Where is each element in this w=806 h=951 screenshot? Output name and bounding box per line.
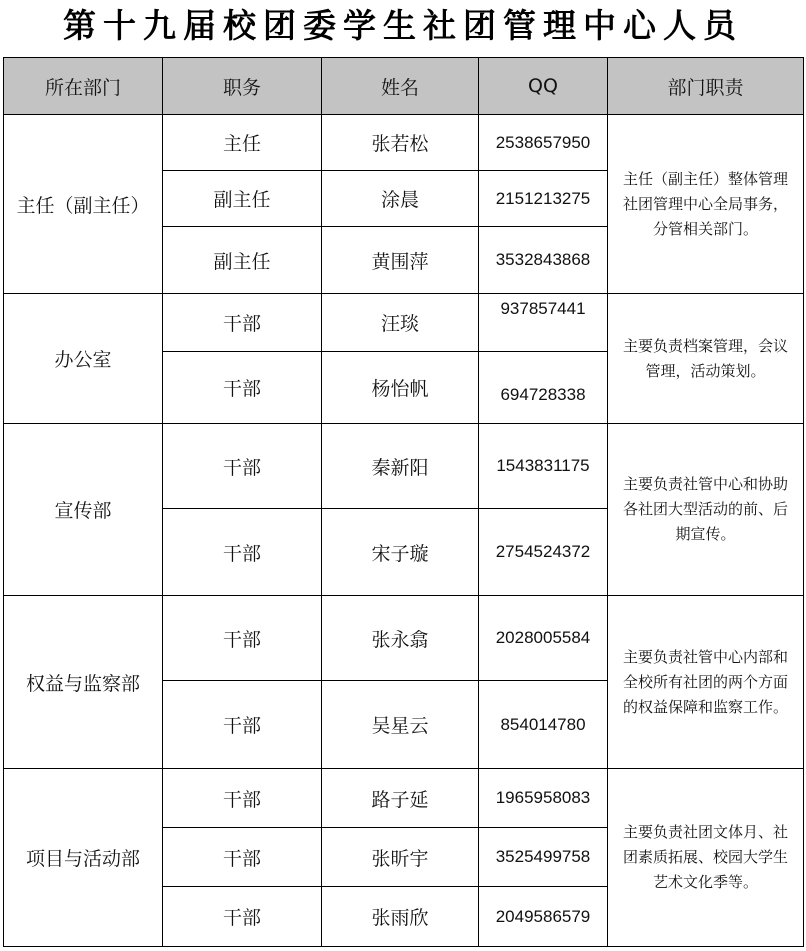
member-role: 副主任 (163, 227, 322, 294)
department-duty: 主要负责社管中心和协助各社团大型活动的前、后期宣传。 (608, 424, 804, 596)
department-name: 主任（副主任） (4, 115, 163, 294)
member-name: 路子延 (322, 769, 479, 828)
department-duty: 主要负责社管中心内部和全校所有社团的两个方面的权益保障和监察工作。 (608, 596, 804, 769)
table-row (4, 424, 804, 509)
member-role: 干部 (163, 887, 322, 947)
member-qq: 2151213275 (479, 171, 608, 227)
member-name: 张雨欣 (322, 887, 479, 947)
member-qq: 2028005584 (479, 596, 608, 681)
member-qq: 1543831175 (479, 424, 608, 509)
member-role: 干部 (163, 828, 322, 887)
header-position: 职务 (163, 58, 322, 115)
header-name: 姓名 (322, 58, 479, 115)
department-name: 办公室 (4, 294, 163, 424)
department-name: 权益与监察部 (4, 596, 163, 769)
member-role: 干部 (163, 424, 322, 509)
member-qq: 3532843868 (479, 227, 608, 294)
member-name: 张永翕 (322, 596, 479, 681)
department-duty: 主要负责档案管理，会议管理，活动策划。 (608, 294, 804, 424)
table-row (4, 294, 804, 352)
member-qq: 854014780 (479, 681, 608, 769)
member-role: 干部 (163, 769, 322, 828)
table-row (4, 596, 804, 681)
member-role: 干部 (163, 509, 322, 596)
member-qq: 2049586579 (479, 887, 608, 947)
department-name: 宣传部 (4, 424, 163, 596)
member-role: 主任 (163, 115, 322, 171)
member-name: 张昕宇 (322, 828, 479, 887)
department-duty: 主任（副主任）整体管理社团管理中心全局事务，分管相关部门。 (608, 115, 804, 294)
member-name: 秦新阳 (322, 424, 479, 509)
table-header-row (4, 58, 804, 115)
member-name: 吴星云 (322, 681, 479, 769)
member-role: 干部 (163, 352, 322, 424)
page-title: 第十九届校团委学生社团管理中心人员 (63, 6, 743, 45)
member-role: 副主任 (163, 171, 322, 227)
department-name: 项目与活动部 (4, 769, 163, 947)
table-row (4, 115, 804, 171)
member-qq: 2538657950 (479, 115, 608, 171)
header-duty: 部门职责 (608, 58, 804, 115)
member-name: 张若松 (322, 115, 479, 171)
staff-table (3, 57, 804, 947)
member-role: 干部 (163, 596, 322, 681)
member-name: 杨怡帆 (322, 352, 479, 424)
member-role: 干部 (163, 294, 322, 352)
department-duty: 主要负责社团文体月、社团素质拓展、校园大学生艺术文化季等。 (608, 769, 804, 947)
member-name: 宋子璇 (322, 509, 479, 596)
member-qq: 694728338 (479, 352, 608, 424)
member-name: 黄围萍 (322, 227, 479, 294)
member-qq: 3525499758 (479, 828, 608, 887)
table-row (4, 769, 804, 828)
member-role: 干部 (163, 681, 322, 769)
header-qq: QQ (479, 58, 608, 115)
header-department: 所在部门 (4, 58, 163, 115)
member-qq: 2754524372 (479, 509, 608, 596)
member-name: 涂晨 (322, 171, 479, 227)
member-name: 汪琰 (322, 294, 479, 352)
member-qq: 937857441 (479, 294, 608, 352)
member-qq: 1965958083 (479, 769, 608, 828)
